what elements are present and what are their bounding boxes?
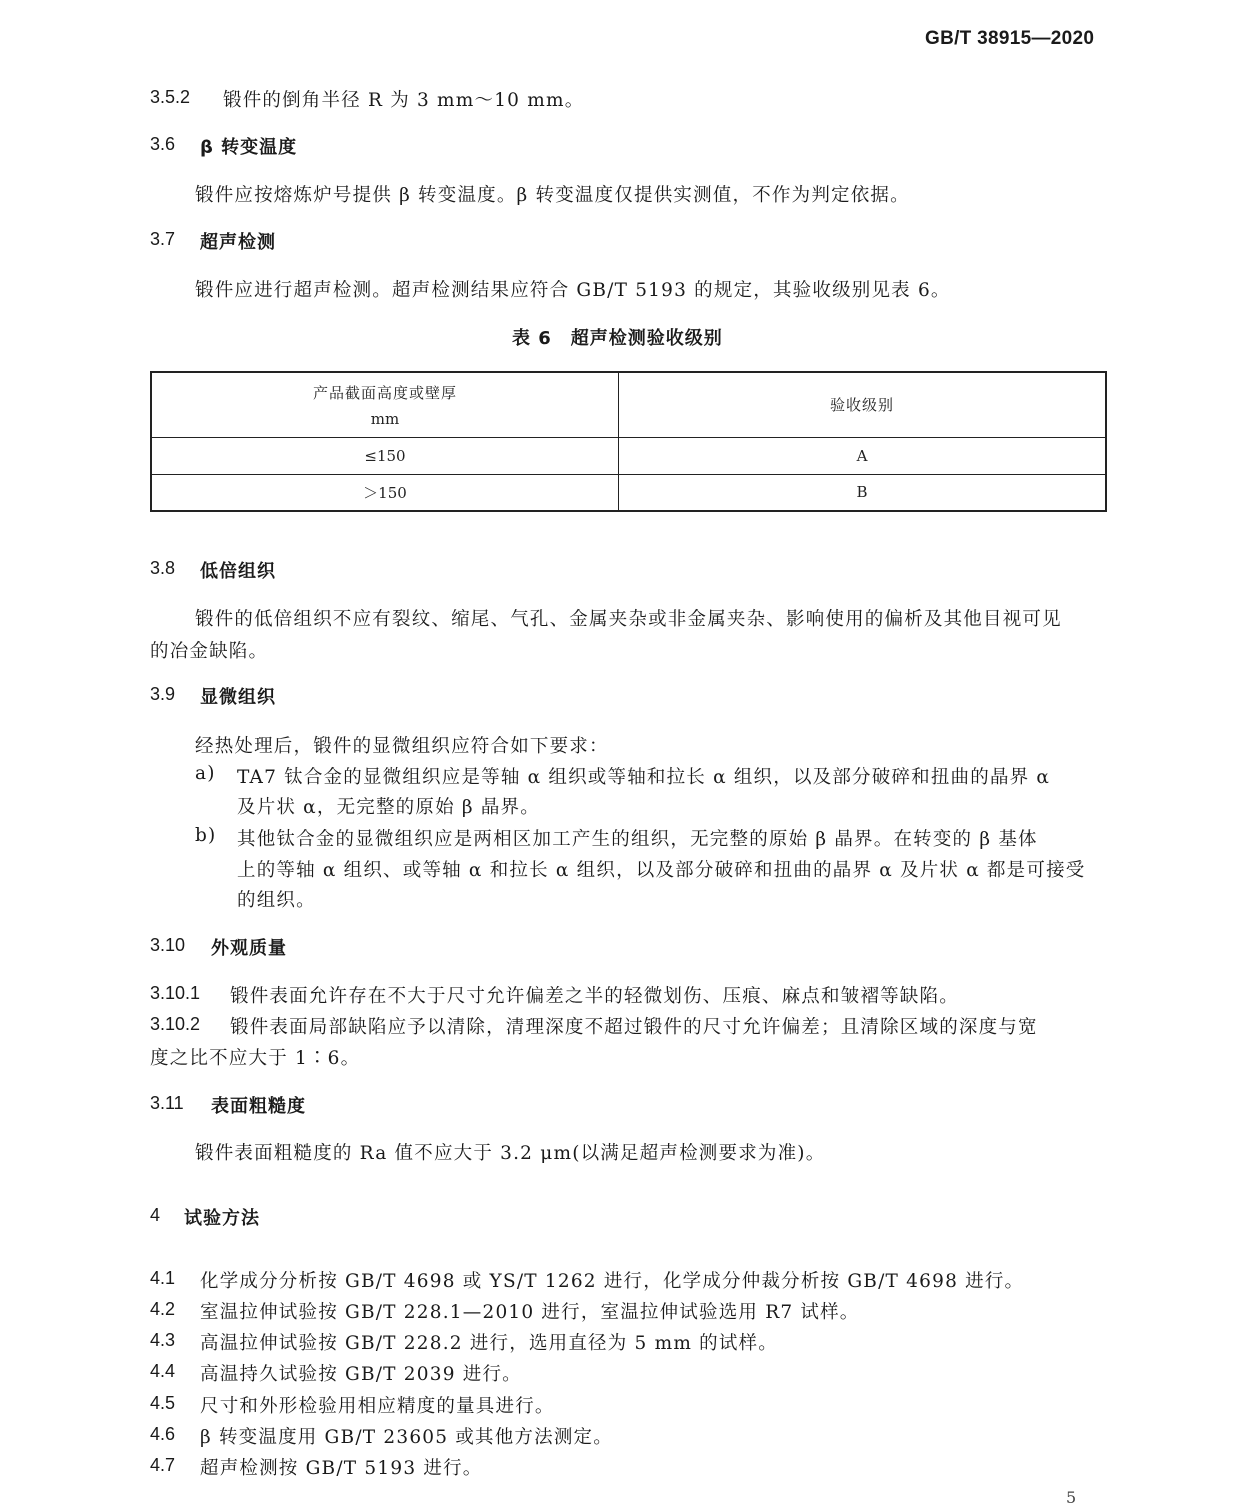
section-3-8-line-2: 的冶金缺陷。 <box>150 641 269 662</box>
section-3-9-title: 显微组织 <box>200 687 276 708</box>
clause-4-7-number: 4.7 <box>150 1455 176 1475</box>
chapter-4-number: 4 <box>150 1205 161 1225</box>
list-item-a-label: a) <box>195 763 216 784</box>
clause-4-2-text: 室温拉伸试验按 GB/T 228.1—2010 进行，室温拉伸试验选用 R7 试样。 <box>200 1302 860 1323</box>
section-3-9-intro: 经热处理后，锻件的显微组织应符合如下要求： <box>195 736 609 757</box>
section-3-6-title: β 转变温度 <box>200 137 298 158</box>
table-cell-grade: A <box>619 437 1107 474</box>
section-3-9-number: 3.9 <box>150 684 176 704</box>
standard-code: GB/T 38915—2020 <box>925 28 1095 49</box>
list-item-a-line-2: 及片状 α，无完整的原始 β 晶界。 <box>237 797 540 818</box>
table-cell-grade: B <box>619 474 1107 511</box>
thickness-header-unit: mm <box>370 409 400 428</box>
section-3-7-title: 超声检测 <box>200 232 276 253</box>
section-3-10-number: 3.10 <box>150 935 186 955</box>
section-3-6-number: 3.6 <box>150 134 176 154</box>
clause-3-10-1-number: 3.10.1 <box>150 983 201 1003</box>
list-item-b-line-2: 上的等轴 α 组织、或等轴 α 和拉长 α 组织，以及部分破碎和扭曲的晶界 α 及片状 α 都是可接受 <box>237 860 1086 881</box>
clause-4-1-text: 化学成分分析按 GB/T 4698 或 YS/T 1262 进行，化学成分仲裁分析按 GB/T 4698 进行。 <box>200 1271 1025 1292</box>
table-header-grade <box>619 372 1107 437</box>
clause-4-3-number: 4.3 <box>150 1330 176 1350</box>
clause-4-1-number: 4.1 <box>150 1268 176 1288</box>
clause-4-4-text: 高温持久试验按 GB/T 2039 进行。 <box>200 1364 522 1385</box>
clause-4-3-text: 高温拉伸试验按 GB/T 228.2 进行，选用直径为 5 mm 的试样。 <box>200 1333 778 1354</box>
section-3-10-title: 外观质量 <box>211 938 287 959</box>
clause-4-7-text: 超声检测按 GB/T 5193 进行。 <box>200 1458 483 1479</box>
clause-3-10-2-line-1: 锻件表面局部缺陷应予以清除，清理深度不超过锻件的尺寸允许偏差；且清除区域的深度与宽 <box>230 1017 1038 1038</box>
section-3-6-text: 锻件应按熔炼炉号提供 β 转变温度。β 转变温度仅提供实测值，不作为判定依据。 <box>195 185 910 206</box>
section-3-7-text: 锻件应进行超声检测。超声检测结果应符合 GB/T 5193 的规定，其验收级别见表 6。 <box>195 280 951 301</box>
clause-4-4-number: 4.4 <box>150 1361 176 1381</box>
section-3-8-line-1: 锻件的低倍组织不应有裂纹、缩尾、气孔、金属夹杂或非金属夹杂、影响使用的偏析及其他目视可见 <box>195 609 1062 630</box>
clause-4-5-text: 尺寸和外形检验用相应精度的量具进行。 <box>200 1396 555 1417</box>
clause-3-10-2-number: 3.10.2 <box>150 1014 201 1034</box>
clause-4-6-number: 4.6 <box>150 1424 176 1444</box>
list-item-a-line-1: TA7 钛合金的显微组织应是等轴 α 组织或等轴和拉长 α 组织，以及部分破碎和扭曲的晶界 α <box>237 767 1051 788</box>
table-header-thickness <box>151 372 619 437</box>
clause-4-5-number: 4.5 <box>150 1393 176 1413</box>
clause-4-6-text: β 转变温度用 GB/T 23605 或其他方法测定。 <box>200 1427 613 1448</box>
page-number: 5 <box>1066 1488 1077 1507</box>
chapter-4-title: 试验方法 <box>184 1208 260 1229</box>
section-3-8-number: 3.8 <box>150 558 176 578</box>
clause-3-10-1-text: 锻件表面允许存在不大于尺寸允许偏差之半的轻微划伤、压痕、麻点和皱褶等缺陷。 <box>230 986 959 1007</box>
table-header-row <box>151 372 1106 437</box>
table-6 <box>150 371 1107 512</box>
thickness-header-label: 产品截面高度或壁厚 <box>312 383 457 402</box>
clause-3-5-2-text: 锻件的倒角半径 R 为 3 mm～10 mm。 <box>223 90 585 111</box>
list-item-b-line-1: 其他钛合金的显微组织应是两相区加工产生的组织，无完整的原始 β 晶界。在转变的 β 基体 <box>237 829 1038 850</box>
clause-4-2-number: 4.2 <box>150 1299 176 1319</box>
list-item-b-label: b) <box>195 825 217 846</box>
section-3-11-number: 3.11 <box>150 1093 184 1113</box>
list-item-b-line-3: 的组织。 <box>237 890 316 911</box>
table-row <box>151 437 1106 474</box>
section-3-7-number: 3.7 <box>150 229 176 249</box>
table-6-caption: 表 6 超声检测验收级别 <box>512 328 723 349</box>
table-cell-thickness: ＞150 <box>151 474 619 511</box>
table-row <box>151 474 1106 511</box>
section-3-8-title: 低倍组织 <box>200 561 276 582</box>
table-cell-thickness: ≤150 <box>151 437 619 474</box>
grade-header-label: 验收级别 <box>829 396 894 415</box>
clause-3-5-2-number: 3.5.2 <box>150 87 191 107</box>
section-3-11-title: 表面粗糙度 <box>211 1096 306 1117</box>
section-3-11-text: 锻件表面粗糙度的 Ra 值不应大于 3.2 μm(以满足超声检测要求为准)。 <box>195 1143 826 1164</box>
clause-3-10-2-line-2: 度之比不应大于 1∶6。 <box>150 1048 361 1069</box>
